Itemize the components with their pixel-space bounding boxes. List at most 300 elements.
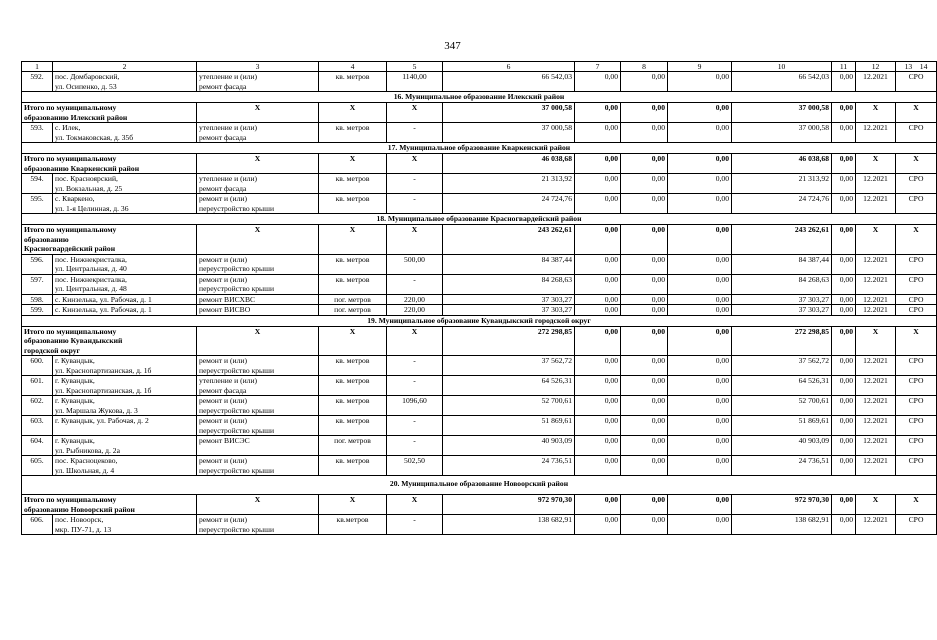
total-col-5: X [387,225,443,255]
row-quantity: - [387,174,443,194]
row-col-8: 0,00 [575,515,621,535]
row-date: 12.2021 [856,376,896,396]
row-source: СРО [896,194,937,214]
row-unit: кв. метров [319,123,387,143]
total-col-3: X [197,154,319,174]
row-address-line: ул. Токмаковская, д. 35б [55,132,134,142]
row-col-8: 0,00 [575,254,621,274]
total-col-3: X [197,326,319,356]
row-col-10: 0,00 [668,436,732,456]
total-col-4: X [319,103,387,123]
row-work-type-line: ремонт и (или) [199,356,247,365]
total-cost: 243 262,61 [443,225,575,255]
row-col-12: 0,00 [832,72,856,92]
row-work-type [197,376,319,396]
row-col-8: 0,00 [575,396,621,416]
row-number: 592. [22,72,53,92]
table-row [22,254,937,274]
total-col-12: 0,00 [832,225,856,255]
row-col-9: 0,00 [621,396,668,416]
row-address [53,515,197,535]
row-col-12: 0,00 [832,123,856,143]
row-col-9: 0,00 [621,294,668,305]
total-col-3: X [197,225,319,255]
row-address-line: ул. Центральная, д. 40 [55,264,127,273]
row-work-type-line: ремонт фасада [199,132,247,142]
row-work-type [197,436,319,456]
total-col-3: X [197,103,319,123]
row-quantity: 1140,00 [387,72,443,92]
total-col-12: 0,00 [832,326,856,356]
row-work-type [197,174,319,194]
total-label [22,326,197,356]
total-col-9: 0,00 [621,225,668,255]
row-quantity: 220,00 [387,305,443,316]
row-unit: кв. метров [319,356,387,376]
total-col-4: X [319,326,387,356]
row-work-type [197,254,319,274]
row-col-10: 0,00 [668,416,732,436]
row-col-12: 0,00 [832,305,856,316]
row-number: 602. [22,396,53,416]
total-label [22,154,197,174]
table-row [22,456,937,476]
table-row [22,396,937,416]
section-title: 16. Муниципальное образование Илекский район [22,92,937,103]
row-number: 601. [22,376,53,396]
total-col-12: 0,00 [832,495,856,515]
row-col-11: 52 700,61 [732,396,832,416]
row-work-type [197,305,319,316]
row-col-11: 84 387,44 [732,254,832,274]
row-col-9: 0,00 [621,416,668,436]
row-address [53,416,197,436]
row-source: СРО [896,254,937,274]
row-source: СРО [896,305,937,316]
row-date: 12.2021 [856,436,896,456]
row-quantity: 500,00 [387,254,443,274]
column-header-9: 9 [668,62,732,72]
row-address-line: с. Кинзелька, ул. Рабочая, д. 1 [55,294,152,304]
row-col-9: 0,00 [621,376,668,396]
section-header-row [22,315,937,326]
total-col-4: X [319,495,387,515]
row-col-10: 0,00 [668,274,732,294]
row-address-line: пос. Новоорск, [55,515,104,524]
total-label-line: образованию Кувандыкский [24,336,123,345]
section-title: 18. Муниципальное образование Красногвардейский район [22,214,937,225]
row-col-8: 0,00 [575,174,621,194]
total-col-14: X [896,495,937,515]
total-col-8: 0,00 [575,103,621,123]
total-col-4: X [319,154,387,174]
row-col-10: 0,00 [668,294,732,305]
row-col-9: 0,00 [621,274,668,294]
row-unit: кв. метров [319,376,387,396]
table-row [22,194,937,214]
section-title: 17. Муниципальное образование Кваркенский район [22,143,937,154]
total-label [22,103,197,123]
row-address-line: г. Кувандык, [55,396,95,405]
total-col-4: X [319,225,387,255]
row-work-type-line: ремонт и (или) [199,194,247,203]
row-address [53,72,197,92]
total-col-14: X [896,326,937,356]
column-header-7: 7 [575,62,621,72]
total-col-10: 0,00 [668,495,732,515]
row-cost: 52 700,61 [443,396,575,416]
row-address [53,174,197,194]
column-header-1: 1 [22,62,53,72]
total-col-5: X [387,103,443,123]
row-col-9: 0,00 [621,356,668,376]
row-date: 12.2021 [856,356,896,376]
total-col-10: 0,00 [668,154,732,174]
row-col-11: 37 303,27 [732,294,832,305]
row-work-type [197,294,319,305]
row-source: СРО [896,515,937,535]
row-date: 12.2021 [856,515,896,535]
row-quantity: - [387,356,443,376]
row-work-type [197,396,319,416]
total-col-11: 243 262,61 [732,225,832,255]
row-date: 12.2021 [856,123,896,143]
row-address-line: ул. Центральная, д. 48 [55,284,127,293]
row-cost: 84 268,63 [443,274,575,294]
row-cost: 37 562,72 [443,356,575,376]
total-col-10: 0,00 [668,326,732,356]
row-number: 606. [22,515,53,535]
total-col-9: 0,00 [621,495,668,515]
total-col-3: X [197,495,319,515]
column-header-8: 8 [621,62,668,72]
row-col-8: 0,00 [575,356,621,376]
row-quantity: 220,00 [387,294,443,305]
row-number: 603. [22,416,53,436]
row-work-type-line: ремонт и (или) [199,254,247,264]
row-work-type-line: переустройство крыши [199,425,275,435]
total-cost: 37 000,58 [443,103,575,123]
row-cost: 64 526,31 [443,376,575,396]
row-date: 12.2021 [856,72,896,92]
row-source: СРО [896,294,937,305]
row-address-line: пос. Домбаровский, [55,72,120,81]
total-label [22,225,197,255]
row-address-line: ул. Краснопартизанская, д. 1б [55,385,152,395]
row-col-12: 0,00 [832,254,856,274]
column-header-2: 2 [53,62,197,72]
row-address [53,305,197,316]
total-col-8: 0,00 [575,225,621,255]
row-address-line: г. Кувандык, ул. Рабочая, д. 2 [55,416,149,425]
total-col-10: 0,00 [668,103,732,123]
column-header-6: 6 [443,62,575,72]
row-work-type-line: утепление и (или) [199,174,258,183]
row-work-type [197,72,319,92]
total-col-13: X [856,225,896,255]
row-unit: кв. метров [319,416,387,436]
total-col-5: X [387,326,443,356]
row-unit: кв. метров [319,456,387,476]
row-source: СРО [896,436,937,456]
row-col-11: 37 562,72 [732,356,832,376]
district-total-row [22,326,937,356]
row-col-10: 0,00 [668,456,732,476]
total-label-line: Итого по муниципальному [24,225,117,234]
row-work-type [197,515,319,535]
column-number-row [22,62,937,72]
total-col-9: 0,00 [621,154,668,174]
row-number: 594. [22,174,53,194]
row-unit: кв. метров [319,274,387,294]
row-col-10: 0,00 [668,123,732,143]
row-col-11: 40 903,09 [732,436,832,456]
row-col-10: 0,00 [668,72,732,92]
total-col-9: 0,00 [621,326,668,356]
total-label-line: образованию Кваркенский район [24,163,140,173]
row-quantity: - [387,194,443,214]
row-col-8: 0,00 [575,274,621,294]
row-col-11: 84 268,63 [732,274,832,294]
row-col-12: 0,00 [832,416,856,436]
row-address-line: пос. Красноцеково, [55,456,118,465]
row-quantity: 1096,60 [387,396,443,416]
row-cost: 138 682,91 [443,515,575,535]
row-col-10: 0,00 [668,174,732,194]
row-col-11: 138 682,91 [732,515,832,535]
column-header-4: 4 [319,62,387,72]
total-cost: 46 038,68 [443,154,575,174]
total-col-8: 0,00 [575,326,621,356]
row-address-line: пос. Красноярский, [55,174,118,183]
row-col-9: 0,00 [621,72,668,92]
column-header-13: 12 [856,62,896,72]
row-work-type-line: ремонт и (или) [199,416,247,425]
row-col-12: 0,00 [832,356,856,376]
row-col-9: 0,00 [621,174,668,194]
total-label-line: образованию Новоорский район [24,504,135,514]
row-col-10: 0,00 [668,356,732,376]
row-col-9: 0,00 [621,194,668,214]
table-row [22,515,937,535]
table-row [22,123,937,143]
row-cost: 24 724,76 [443,194,575,214]
column-header-11: 11 [832,62,856,72]
row-address [53,194,197,214]
row-work-type-line: ремонт ВИСВО [199,305,251,314]
total-label-line: Итого по муниципальному [24,103,117,112]
total-col-10: 0,00 [668,225,732,255]
total-col-14: X [896,103,937,123]
row-number: 593. [22,123,53,143]
row-col-9: 0,00 [621,123,668,143]
row-col-9: 0,00 [621,305,668,316]
row-col-8: 0,00 [575,72,621,92]
row-col-12: 0,00 [832,436,856,456]
row-col-10: 0,00 [668,396,732,416]
row-cost: 51 869,61 [443,416,575,436]
total-col-11: 37 000,58 [732,103,832,123]
total-col-13: X [856,103,896,123]
row-address [53,356,197,376]
row-source: СРО [896,72,937,92]
section-header-row [22,214,937,225]
total-col-12: 0,00 [832,154,856,174]
row-date: 12.2021 [856,416,896,436]
column-header-10: 10 [732,62,832,72]
row-work-type-line: ремонт ВИСЭС [199,436,250,445]
page-number: 347 [444,40,461,52]
row-col-12: 0,00 [832,376,856,396]
row-work-type-line: переустройство крыши [199,465,275,475]
total-col-5: X [387,154,443,174]
section-header-row [22,476,937,495]
row-source: СРО [896,356,937,376]
row-address-line: пос. Нижнекристалка, [55,254,127,264]
row-date: 12.2021 [856,194,896,214]
row-unit: пог. метров [319,305,387,316]
row-col-11: 24 724,76 [732,194,832,214]
row-work-type-line: переустройство крыши [199,203,275,213]
row-quantity: - [387,123,443,143]
section-title: 19. Муниципальное образование Кувандыкский городской округ [22,315,937,326]
row-work-type-line: ремонт и (или) [199,456,247,465]
row-unit: пог. метров [319,436,387,456]
table-row [22,274,937,294]
row-col-8: 0,00 [575,436,621,456]
table-row [22,416,937,436]
row-work-type-line: ремонт фасада [199,385,247,395]
total-label-line: образованию [24,234,69,244]
district-total-row [22,103,937,123]
row-work-type-line: ремонт и (или) [199,515,247,524]
row-address [53,274,197,294]
row-work-type-line: утепление и (или) [199,123,258,132]
row-address-line: ул. Школьная, д. 4 [55,465,115,475]
row-work-type-line: переустройство крыши [199,405,275,415]
row-address [53,396,197,416]
total-col-14: X [896,225,937,255]
row-work-type [197,356,319,376]
row-col-12: 0,00 [832,456,856,476]
row-col-10: 0,00 [668,376,732,396]
row-work-type [197,274,319,294]
row-address-line: пос. Нижнекристалка, [55,274,127,284]
district-total-row [22,225,937,255]
total-label-line: образованию Илекский район [24,112,128,122]
column-header-3: 3 [197,62,319,72]
row-cost: 66 542,03 [443,72,575,92]
total-col-13: X [856,326,896,356]
row-address [53,294,197,305]
total-label-line: городской округ [24,345,80,355]
row-date: 12.2021 [856,254,896,274]
total-label-line: Итого по муниципальному [24,326,117,336]
row-col-11: 37 000,58 [732,123,832,143]
total-col-13: X [856,495,896,515]
row-address-line: с. Кваркено, [55,194,95,203]
total-label-line: Итого по муниципальному [24,495,117,504]
row-col-8: 0,00 [575,123,621,143]
row-number: 596. [22,254,53,274]
total-col-5: X [387,495,443,515]
row-col-11: 51 869,61 [732,416,832,436]
row-quantity: 502,50 [387,456,443,476]
row-work-type [197,194,319,214]
row-col-10: 0,00 [668,254,732,274]
row-address-line: ул. Осипенко, д. 53 [55,81,117,91]
district-total-row [22,154,937,174]
row-cost: 84 387,44 [443,254,575,274]
row-address-line: ул. Краснопартизанская, д. 1б [55,365,152,375]
row-cost: 37 303,27 [443,305,575,316]
total-col-8: 0,00 [575,154,621,174]
row-number: 599. [22,305,53,316]
row-work-type-line: ремонт ВИСХВС [199,294,256,304]
row-col-9: 0,00 [621,515,668,535]
total-col-8: 0,00 [575,495,621,515]
row-col-9: 0,00 [621,456,668,476]
total-col-11: 46 038,68 [732,154,832,174]
row-date: 12.2021 [856,396,896,416]
row-work-type [197,416,319,436]
row-date: 12.2021 [856,174,896,194]
row-quantity: - [387,416,443,436]
row-source: СРО [896,416,937,436]
row-col-12: 0,00 [832,396,856,416]
row-unit: кв. метров [319,396,387,416]
row-unit: пог. метров [319,294,387,305]
total-cost: 972 970,30 [443,495,575,515]
row-col-8: 0,00 [575,294,621,305]
row-source: СРО [896,274,937,294]
row-date: 12.2021 [856,305,896,316]
row-source: СРО [896,123,937,143]
row-address-line: г. Кувандык, [55,436,95,445]
row-col-8: 0,00 [575,376,621,396]
row-source: СРО [896,376,937,396]
district-total-row [22,495,937,515]
row-col-10: 0,00 [668,194,732,214]
table-row [22,72,937,92]
row-number: 598. [22,294,53,305]
table-row [22,356,937,376]
row-number: 597. [22,274,53,294]
table-row [22,294,937,305]
row-work-type-line: ремонт и (или) [199,274,247,284]
row-source: СРО [896,456,937,476]
row-cost: 37 000,58 [443,123,575,143]
table-row [22,174,937,194]
row-address-line: г. Кувандык, [55,376,95,385]
row-date: 12.2021 [856,456,896,476]
total-col-9: 0,00 [621,103,668,123]
row-address [53,436,197,456]
row-work-type-line: утепление и (или) [199,376,258,385]
table-row [22,436,937,456]
row-col-8: 0,00 [575,456,621,476]
row-work-type-line: переустройство крыши [199,365,275,375]
row-unit: кв. метров [319,174,387,194]
total-col-11: 972 970,30 [732,495,832,515]
row-address [53,456,197,476]
section-header-row [22,143,937,154]
row-unit: кв. метров [319,254,387,274]
row-col-10: 0,00 [668,515,732,535]
row-address-line: с. Кинзелька, ул. Рабочая, д. 1 [55,305,152,314]
row-col-11: 66 542,03 [732,72,832,92]
table-row [22,376,937,396]
